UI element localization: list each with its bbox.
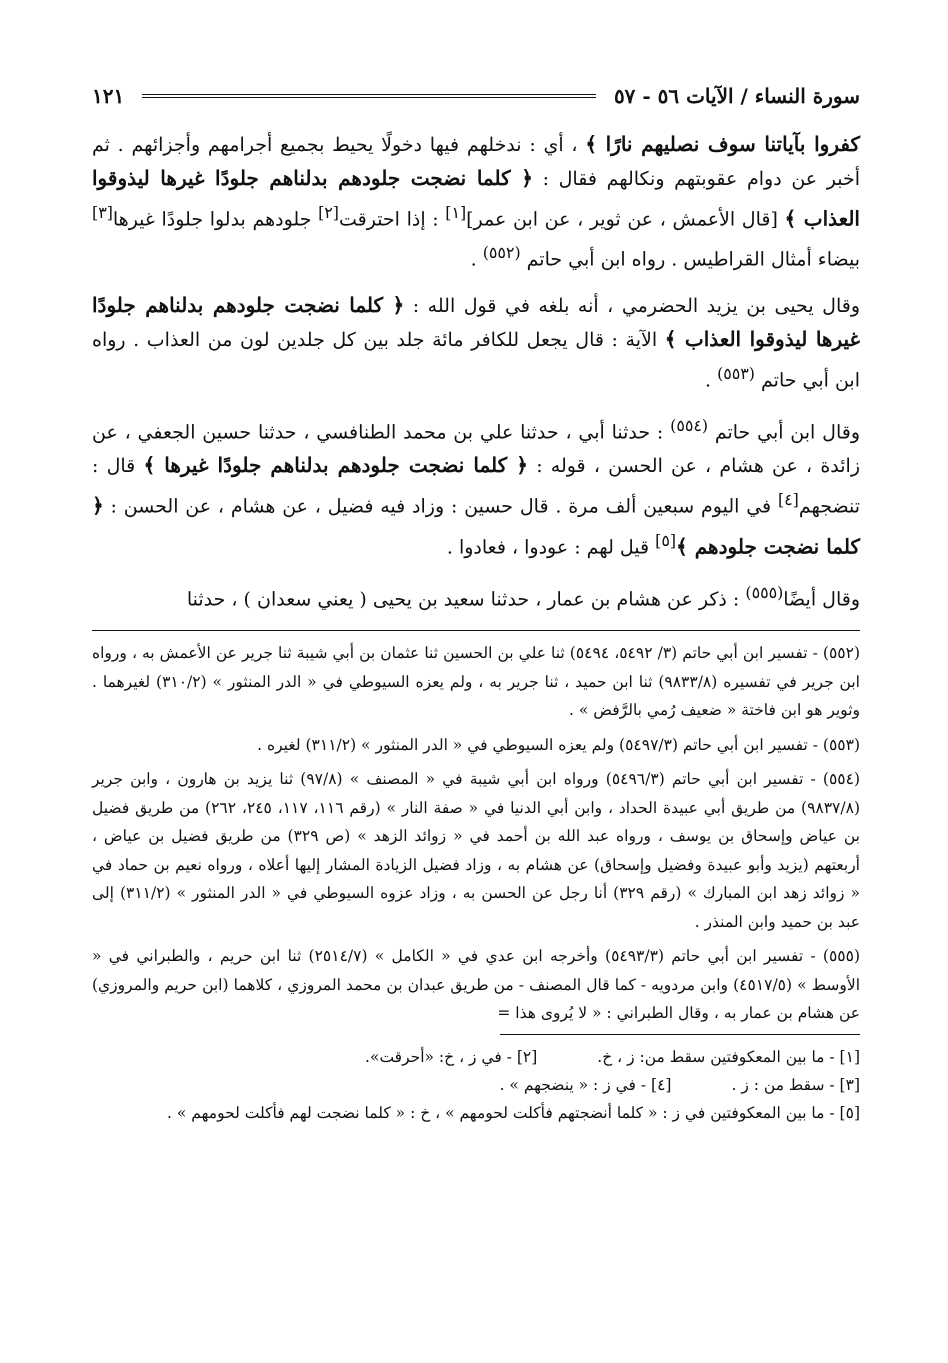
paragraph-text: : حدثنا أبي ، حدثنا علي بن محمد الطنافسي ، حدثنا حسين الجعفي ، عن زائدة ، عن هشام ، عن الحسن ، قوله : bbox=[92, 421, 860, 478]
paragraph-text: : إذا احترقت bbox=[338, 208, 446, 231]
variant-ref[interactable]: [٥] bbox=[655, 530, 677, 550]
paragraph-1 bbox=[92, 128, 860, 277]
quran-quote: ﴿ كلما نضجت جلودهم بدلناهم جلودًا غيرها ليذوقوا العذاب ﴾ bbox=[92, 166, 860, 231]
paragraph-text: وقال يحيى بن يزيد الحضرمي ، أنه بلغه في قول الله : bbox=[404, 294, 860, 317]
page-number: ١٢١ bbox=[92, 84, 125, 108]
paragraph-text: قيل لهم : عودوا ، فعادوا . bbox=[446, 535, 656, 558]
running-header bbox=[92, 78, 860, 114]
main-text bbox=[92, 128, 860, 616]
paragraph-text: في اليوم سبعين ألف مرة . قال حسين : وزاد فيه فضيل ، عن هشام ، عن الحسن : bbox=[103, 495, 778, 518]
footnotes bbox=[92, 639, 860, 1028]
variants-row bbox=[92, 1043, 860, 1071]
paragraph-text: وقال ابن أبي حاتم bbox=[708, 421, 860, 444]
paragraph-text: قال : تنضجهم bbox=[92, 455, 860, 518]
quran-quote: ﴿ كلما نضجت جلودهم بدلناهم جلودًا غيرها ليذوقوا العذاب ﴾ bbox=[92, 292, 860, 351]
variant-note-4: [٤] - في ز : « ينضجهم » . bbox=[499, 1075, 672, 1094]
paragraph-text: بيضاء أمثال القراطيس . رواه ابن أبي حاتم bbox=[520, 248, 860, 271]
paragraph-text: . bbox=[704, 368, 718, 391]
variant-ref[interactable]: [٢] bbox=[318, 203, 339, 222]
footnote-555: (٥٥٥) - تفسير ابن أبي حاتم (٥٤٩٣/٣) وأخرجه ابن عدي في « الكامل » (٢٥١٤/٧) ثنا ابن حريم ، والطبراني في « الأوسط » (٤٥١٧/٥) وابن مردويه - كما قال المصنف - من طريق عبدان بن محمد المروزي ، كلاهما (ابن حريم والمروزي) عن هشام بن عمار به ، وقال الطبراني : « لا يُروى هذا = bbox=[92, 947, 861, 1023]
variant-note-1: [١] - ما بين المعكوفتين سقط من: ز ، خ. bbox=[597, 1047, 860, 1066]
footnote-ref[interactable]: (٥٥٥) bbox=[745, 582, 784, 602]
footnote-ref[interactable]: (٥٥٣) bbox=[717, 363, 755, 383]
quran-quote: كفروا بآياتنا سوف نصليهم نارًا ﴾ bbox=[585, 132, 860, 156]
paragraph-text: : ذكر عن هشام بن عمار ، حدثنا سعيد بن يحيى ( يعني سعدان ) ، حدثنا bbox=[186, 588, 746, 611]
variants-separator bbox=[500, 1034, 860, 1035]
paragraph-text: [قال الأعمش ، عن ثوير ، عن ابن عمر] bbox=[466, 208, 785, 231]
variant-note-2: [٢] - في ز ، خ: «أحرقت». bbox=[365, 1047, 538, 1066]
surah-title: سورة النساء / الآيات ٥٦ - ٥٧ bbox=[613, 84, 860, 108]
variant-ref[interactable]: [٤] bbox=[777, 490, 799, 510]
footnote-553: (٥٥٣) - تفسير ابن أبي حاتم (٥٤٩٧/٣) ولم يعزه السيوطي في « الدر المنثور » (٣١١/٢) لغيره . bbox=[257, 735, 860, 754]
footnote-554: (٥٥٤) - تفسير ابن أبي حاتم (٥٤٩٦/٣) ورواه ابن أبي شيبة في « المصنف » (٩٧/٨) ثنا يزيد بن هارون ، وابن جرير (٩٨٣٧/٨) من طريق أبي عبيدة الحداد ، وابن أبي الدنيا في « صفة النار » (رقم ١١٦، ١١٧، ٢٤٥، ٢٦٢) من طريق فضيل بن عياض وإسحاق بن يوسف ، ورواه عبد الله بن أحمد في « زوائد الزهد » (ص ٣٢٩) من طريق فضيل بن عياض ، أربعتهم (يزيد وأبو عبيدة وفضيل وإسحاق) عن هشام به ، وزاد فضيل الزيادة المشار إليها أعلاه ، ورواه نعيم بن حماد في « زوائد زهد ابن المبارك » (رقم ٣٢٩) أنا رجل عن الحسن به ، وزاد عزوه السيوطي في « الدر المنثور » (٣١١/٢) إلى عبد بن حميد وابن المنذر . bbox=[92, 770, 861, 931]
manuscript-variants bbox=[92, 1043, 860, 1127]
paragraph-3 bbox=[92, 409, 860, 564]
variants-row bbox=[92, 1071, 860, 1099]
variant-ref[interactable]: [١] bbox=[445, 203, 467, 222]
variant-ref[interactable]: [٣] bbox=[92, 203, 113, 222]
paragraph-text: ، أي : ندخلهم فيها دخولًا يحيط بجميع أجرامهم وأجزائهم . ثم أخبر عن دوام عقوبتهم ونكالهم فقال : bbox=[92, 134, 861, 190]
footnote-552: (٥٥٢) - تفسير ابن أبي حاتم (٣/ ٥٤٩٢، ٥٤٩٤) ثنا علي بن الحسين ثنا عثمان بن أبي شيبة ثنا جرير عن الأعمش به ، ورواه ابن جرير في تفسيره (٩٨٣٣/٨) ثنا ابن حميد ، ثنا جرير به ، ولم يعزه السيوطي في « الدر المنثور » (٣١٠/٢) لغيرهما . وثوير هو ابن فاختة « ضعيف رُمي بالرَّفض » . bbox=[92, 644, 860, 720]
paragraph-4 bbox=[92, 576, 860, 616]
paragraph-text: . bbox=[470, 248, 483, 271]
variant-note-5: [٥] - ما بين المعكوفتين في ز : « كلما أنضجتهم فأكلت لحومهم » ، خ : « كلما نضجت لهم فأكلت لحومهم » . bbox=[167, 1103, 860, 1122]
footnote-separator bbox=[92, 630, 860, 631]
book-page bbox=[92, 78, 860, 1328]
paragraph-text: وقال أيضًا bbox=[783, 588, 860, 611]
paragraph-text: الآية : قال يجعل للكافر مائة جلد بين كل جلدين لون من العذاب . رواه ابن أبي حاتم bbox=[92, 328, 860, 391]
footnote-ref[interactable]: (٥٥٢) bbox=[482, 243, 521, 263]
variant-note-3: [٣] - سقط من : ز . bbox=[731, 1075, 860, 1094]
paragraph-2 bbox=[92, 289, 860, 397]
paragraph-text: جلودهم بدلوا جلودًا غيرها bbox=[112, 208, 319, 231]
footnote-ref[interactable]: (٥٥٤) bbox=[670, 415, 709, 435]
quran-quote: ﴿ كلما نضجت جلودهم بدلناهم جلودًا غيرها ﴾ bbox=[143, 453, 529, 478]
header-rule bbox=[142, 94, 596, 98]
quran-quote: ﴿ كلما نضجت جلودهم ﴾ bbox=[92, 493, 860, 558]
